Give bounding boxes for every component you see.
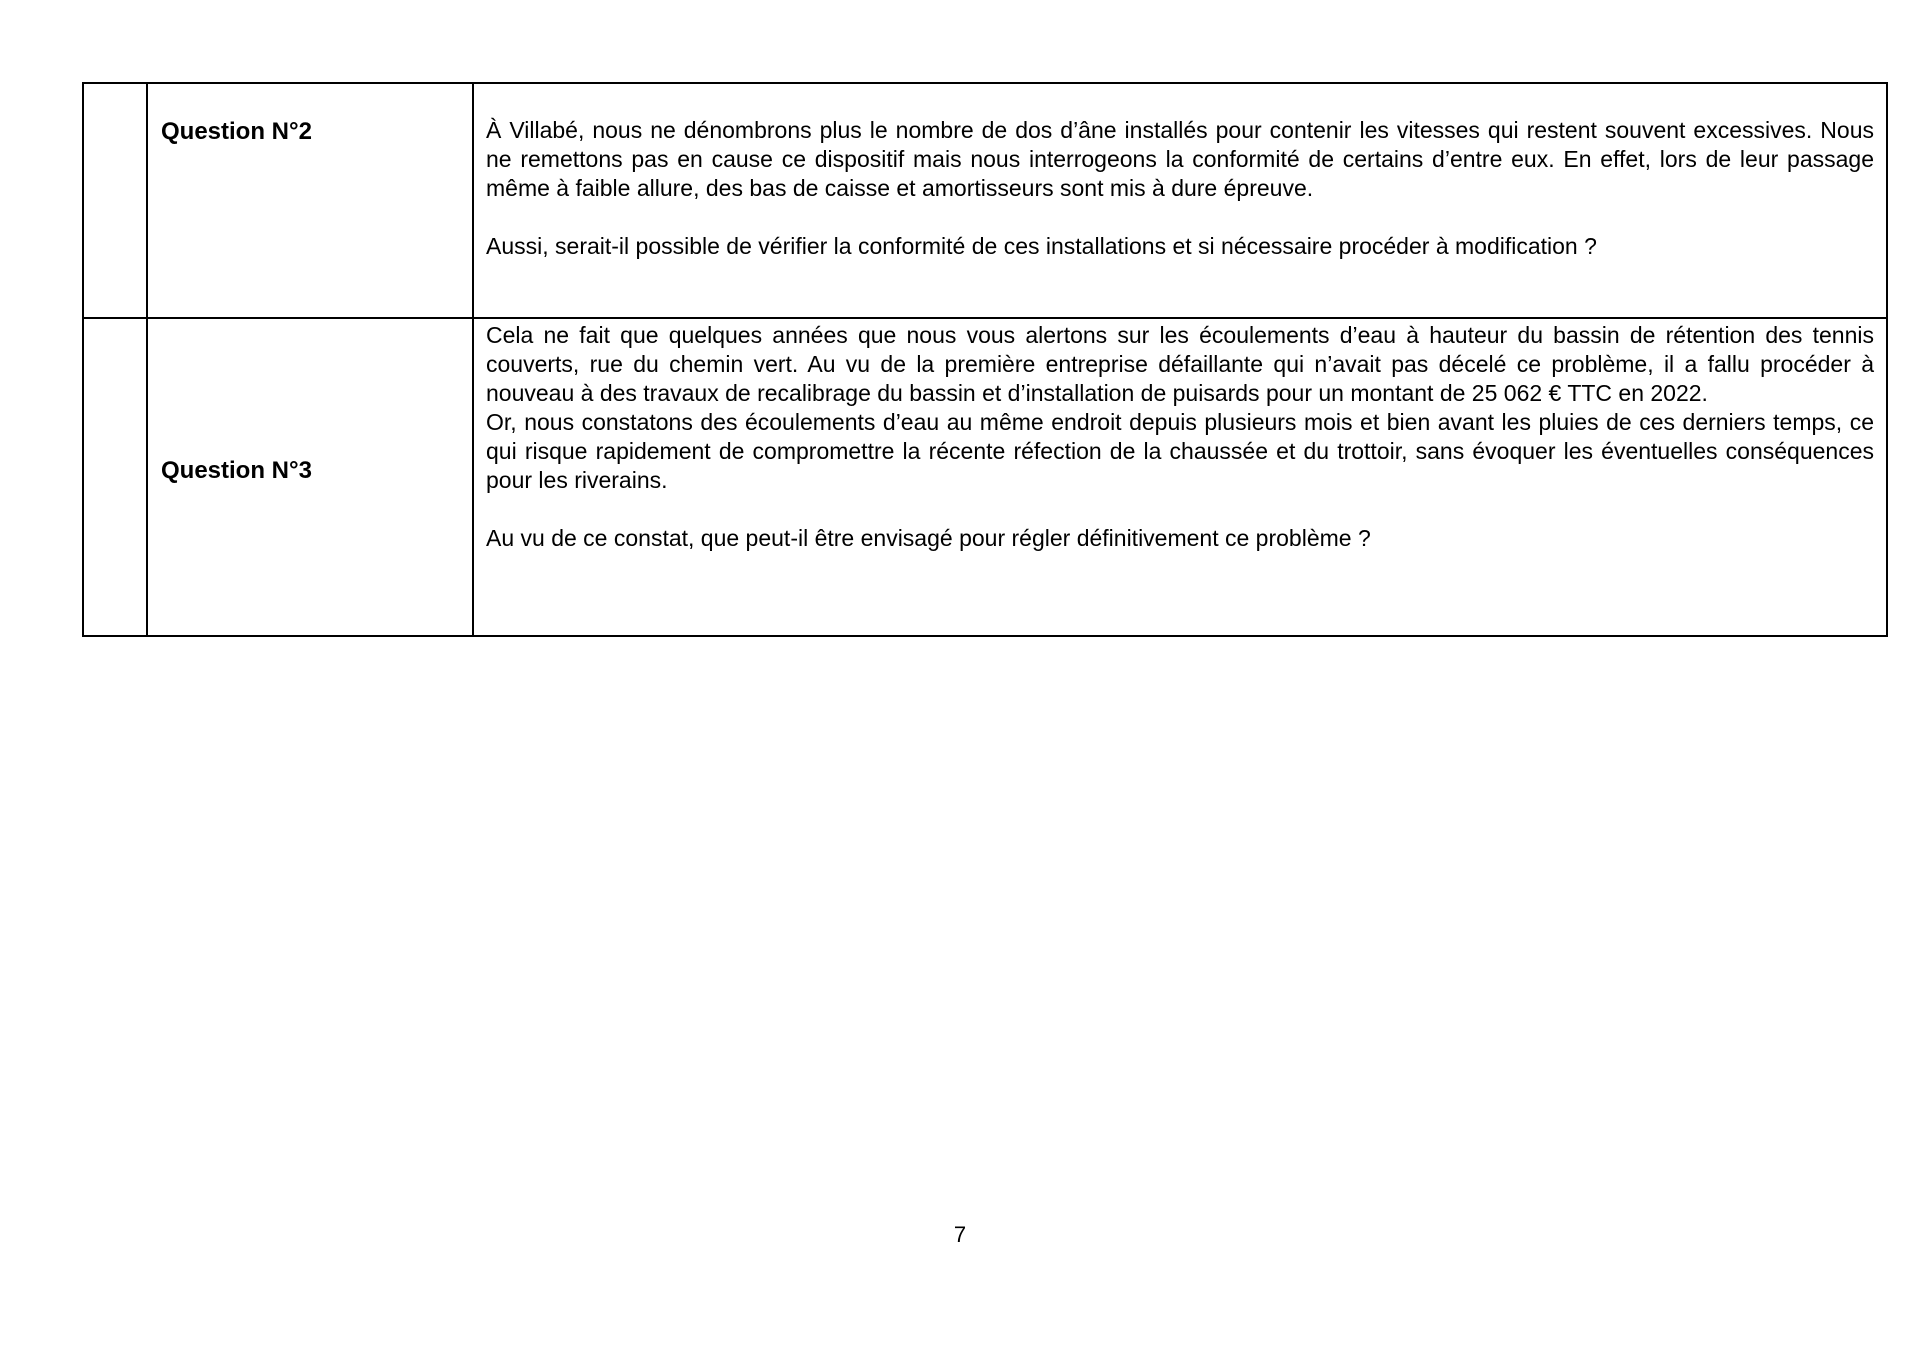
question-body [473, 83, 1887, 318]
question-paragraph: À Villabé, nous ne dénombrons plus le nombre de dos d’âne installés pour contenir les vitesses qui restent souvent excessives. Nous ne remettons pas en cause ce dispositif mais nous interrogeons la conformité de certains d’entre eux. En effet, lors de leur passage même à faible allure, des bas de caisse et amortisseurs sont mis à dure épreuve. [486, 117, 1874, 201]
paragraph-spacer [486, 495, 1874, 524]
number-cell [83, 318, 147, 636]
question-paragraph: Or, nous constatons des écoulements d’eau au même endroit depuis plusieurs mois et bien avant les pluies de ces derniers temps, ce qui risque rapidement de compromettre la récente réfection de la chaussée et du trottoir, sans évoquer les éventuelles conséquences pour les riverains. [486, 409, 1874, 493]
table-row-question-3 [83, 318, 1887, 636]
question-body [473, 318, 1887, 636]
page-number: 7 [953, 1222, 967, 1247]
question-label: Question N°3 [147, 318, 473, 636]
question-label: Question N°2 [147, 83, 473, 318]
question-paragraph: Au vu de ce constat, que peut-il être envisagé pour régler définitivement ce problème ? [486, 525, 1371, 551]
questions-table [82, 82, 1888, 637]
table-row-question-2 [83, 83, 1887, 318]
number-cell [83, 83, 147, 318]
paragraph-spacer [486, 203, 1874, 232]
question-paragraph: Cela ne fait que quelques années que nous vous alertons sur les écoulements d’eau à hauteur du bassin de rétention des tennis couverts, rue du chemin vert. Au vu de la première entreprise défaillante qui n’avait pas décelé ce problème, il a fallu procéder à nouveau à des travaux de recalibrage du bassin et d’installation de puisards pour un montant de 25 062 € TTC en 2022. [486, 322, 1874, 406]
question-paragraph: Aussi, serait-il possible de vérifier la conformité de ces installations et si nécessaire procéder à modification ? [486, 233, 1597, 259]
